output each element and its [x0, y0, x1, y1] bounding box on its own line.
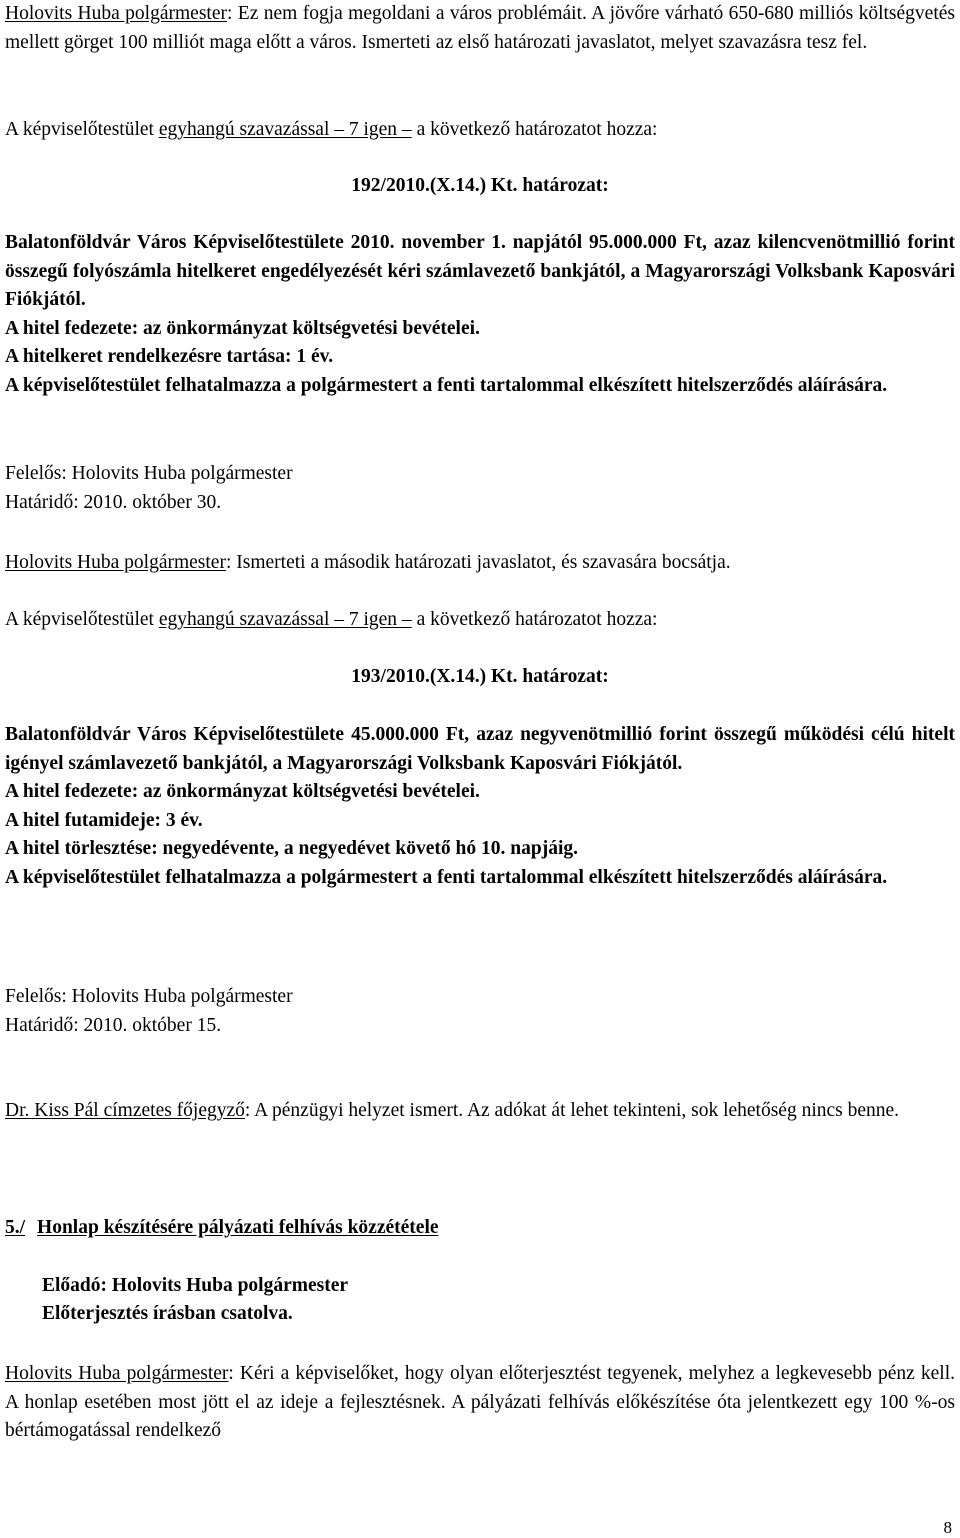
- speaker-name: Holovits Huba polgármester: [5, 3, 227, 24]
- paragraph-text: : Ez nem fogja megoldani a város problémáit. A jövőre várható 650-680 milliós költségvetés mellett görget 100 milliót maga előtt a város. Ismerteti az első határozati javaslatot, melyet szavazásra tesz fel.: [5, 3, 955, 53]
- resolution-line-fedezet: A hitel fedezete: az önkormányzat költségvetési bevételei.: [5, 781, 480, 802]
- resolution-line-fedezet: A hitel fedezete: az önkormányzat költségvetési bevételei.: [5, 317, 480, 339]
- resolution-line-torlesztes: A hitel törlesztése: negyedévente, a negyedévet követő hó 10. napjáig.: [5, 838, 578, 859]
- paragraph-mayor-1: [5, 0, 955, 57]
- responsibility-block-193: [5, 983, 955, 1040]
- section-number: 5./: [5, 1217, 26, 1238]
- vote-statement-1: [5, 116, 955, 145]
- vote-count: egyhangú szavazással – 7 igen –: [158, 609, 412, 630]
- paragraph-text: : Kéri a képviselőket, hogy olyan előterjesztést tegyenek, melyhez a legkevesebb pénz kell. A honlap esetében most jött el az ideje a fejlesztésnek. A pályázati felhívás előkészítése óta jelentkezett egy 100 %-os bértámogatással rendelkező: [5, 1363, 955, 1441]
- resolution-text: Balatonföldvár Város Képviselőtestülete 45.000.000 Ft, azaz negyvenötmillió forint összegű működési célú hitelt igényel számlavezető bankjától, a Magyarországi Volksbank Kaposvári Fiókjától.: [5, 724, 955, 774]
- paragraph-notary: [5, 1097, 955, 1126]
- presenter: Előadó: Holovits Huba polgármester: [42, 1275, 349, 1296]
- resolution-body-192: [5, 229, 955, 400]
- vote-prefix: A képviselőtestület: [5, 609, 159, 630]
- vote-prefix: A képviselőtestület: [5, 119, 159, 140]
- deadline: Határidő: 2010. október 30.: [5, 491, 222, 513]
- proposal-note: Előterjesztés írásban csatolva.: [42, 1303, 293, 1324]
- responsible-person: Felelős: Holovits Huba polgármester: [5, 986, 293, 1007]
- vote-suffix: a következő határozatot hozza:: [411, 609, 658, 630]
- resolution-line-felhatalmazas: A képviselőtestület felhatalmazza a polgármestert a fenti tartalommal elkészített hitelszerződés aláírására.: [5, 374, 888, 396]
- resolution-title-193: 193/2010.(X.14.) Kt. határozat:: [351, 666, 609, 687]
- resolution-line-felhatalmazas: A képviselőtestület felhatalmazza a polgármestert a fenti tartalommal elkészített hitelszerződés aláírására.: [5, 866, 888, 888]
- section-title: Honlap készítésére pályázati felhívás közzététele: [37, 1217, 439, 1238]
- vote-suffix: a következő határozatot hozza:: [411, 119, 658, 140]
- deadline: Határidő: 2010. október 15.: [5, 1014, 222, 1036]
- page-number: 8: [943, 1518, 952, 1537]
- resolution-text: Balatonföldvár Város Képviselőtestülete 2010. november 1. napjától 95.000.000 Ft, azaz kilencvenötmillió forint összegű folyószámla hitelkeret engedélyezését kéri számlavezető bankjától, a Magyarországi Volksbank Kaposvári Fiókjától.: [5, 232, 955, 310]
- paragraph-mayor-2: [5, 549, 955, 578]
- resolution-line-tartas: A hitelkeret rendelkezésre tartása: 1 év.: [5, 346, 334, 367]
- speaker-name: Dr. Kiss Pál címzetes főjegyző: [5, 1100, 245, 1121]
- speaker-name: Holovits Huba polgármester: [5, 1363, 229, 1384]
- resolution-title-192: 192/2010.(X.14.) Kt. határozat:: [351, 175, 609, 196]
- resolution-line-futamido: A hitel futamideje: 3 év.: [5, 809, 203, 831]
- paragraph-text: : A pénzügyi helyzet ismert. Az adókat át lehet tekinteni, sok lehetőség nincs benne.: [244, 1100, 900, 1121]
- paragraph-mayor-3: [5, 1360, 955, 1446]
- vote-count: egyhangú szavazással – 7 igen –: [158, 119, 412, 140]
- paragraph-text: : Ismerteti a második határozati javaslatot, és szavasára bocsátja.: [225, 552, 731, 573]
- responsible-person: Felelős: Holovits Huba polgármester: [5, 463, 293, 484]
- section-meta: [42, 1272, 942, 1328]
- responsibility-block-192: [5, 460, 955, 517]
- speaker-name: Holovits Huba polgármester: [5, 552, 226, 573]
- resolution-body-193: [5, 721, 955, 892]
- section-heading-5: [5, 1214, 955, 1242]
- vote-statement-2: [5, 606, 955, 635]
